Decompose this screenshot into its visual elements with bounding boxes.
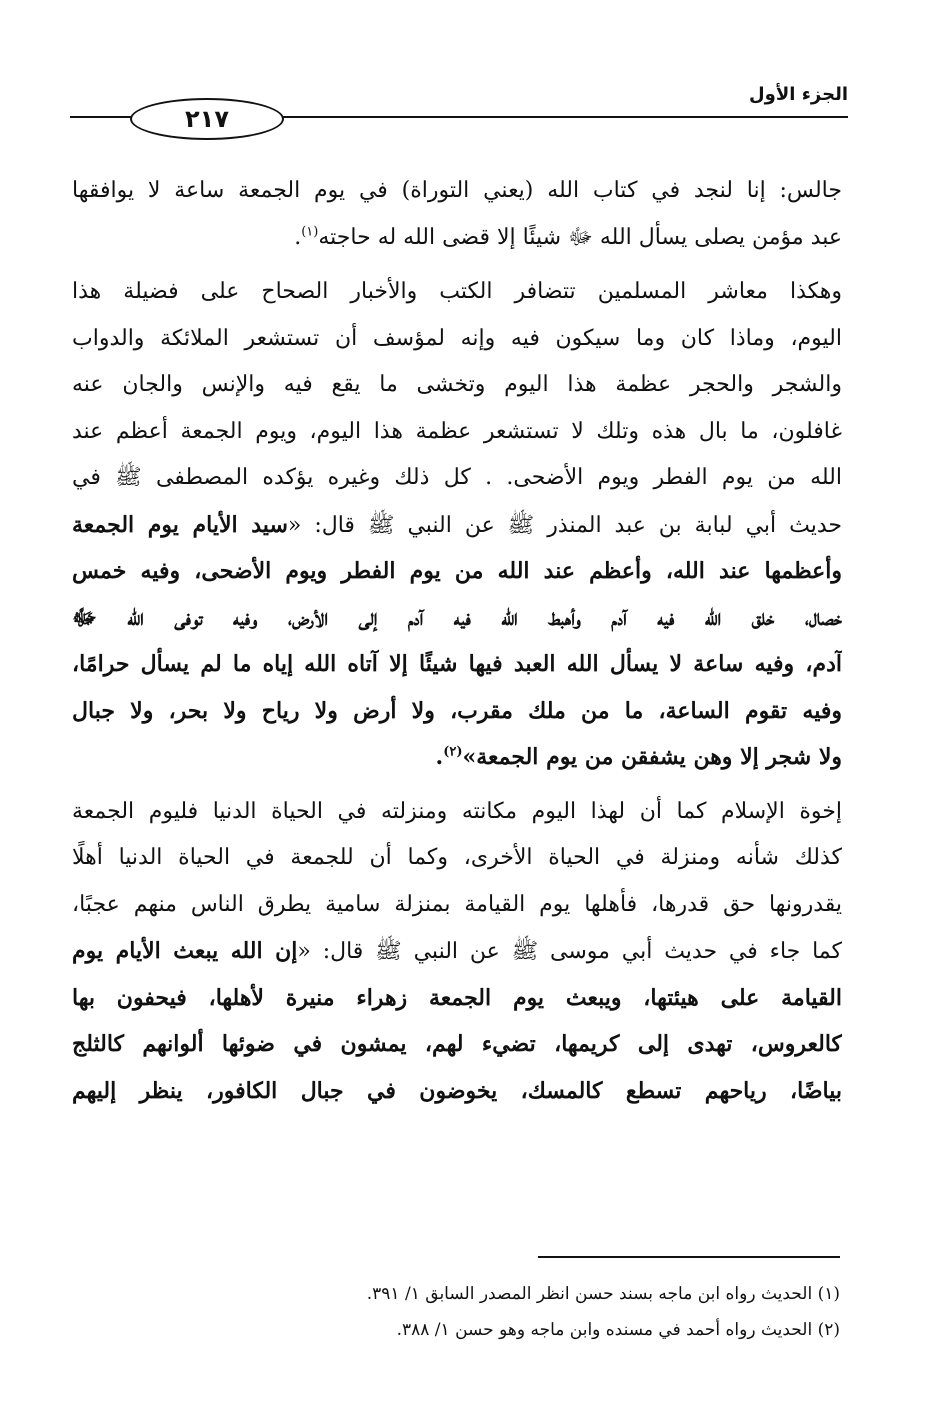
hadith-quote: سيد الأيام يوم الجمعة	[72, 511, 288, 538]
text-line: خصال، خلق الله فيه آدم وأهبط الله فيه آدم إلى الأرض، وفيه توفى الله ﷻ	[72, 604, 842, 631]
text-line: الله من يوم الفطر ويوم الأضحى. . كل ذلك وغيره يؤكده المصطفى ﷺ في	[72, 465, 842, 490]
text-line: كالعروس، تهدى إلى كريمها، تضيء لهم، يمشون في ضوئها ألوانهم كالثلج	[72, 1031, 842, 1057]
text-line: اليوم، وماذا كان وما سيكون فيه وإنه لمؤسف أن تستشعر الملائكة والدواب	[72, 325, 842, 351]
text-line: إخوة الإسلام كما أن لهذا اليوم مكانته ومنزلته في الحياة الدنيا فليوم الجمعة	[72, 798, 842, 824]
paragraph	[72, 269, 842, 781]
paragraph	[72, 168, 842, 261]
footnote-2: (٢) الحديث رواه أحمد في مسنده وابن ماجه وهو حسن ١/ ٣٨٨.	[396, 1320, 840, 1340]
page-header	[70, 82, 848, 142]
text-line: وأعظمها عند الله، وأعظم عند الله من يوم الفطر ويوم الأضحى، وفيه خمس	[72, 558, 842, 584]
hadith-quote: إن الله يبعث الأيام يوم	[72, 938, 298, 964]
page-number: ٢١٧	[130, 98, 284, 140]
footnotes	[200, 1276, 840, 1348]
text-line: كذلك شأنه ومنزلة في الحياة الأخرى، وكما أن للجمعة في الحياة الدنيا أهلًا	[72, 845, 842, 870]
text-line: حديث أبي لبابة بن عبد المنذر ﷺ عن النبي ﷺ قال: «سيد الأيام يوم الجمعة	[72, 511, 842, 538]
paragraph-gap	[72, 261, 842, 269]
footnote-separator	[538, 1256, 840, 1258]
footnote-ref: (٢)	[443, 744, 463, 760]
text-line: ولا شجر إلا وهن يشفقن من يوم الجمعة»$^{(٢)}$.	[435, 744, 842, 770]
text-line: جالس: إنا لنجد في كتاب الله (يعني التوراة) في يوم الجمعة ساعة لا يوافقها	[72, 178, 842, 203]
text-line: يقدرونها حق قدرها، فأهلها يوم القيامة بمنزلة سامية يطرق الناس منهم عجبًا،	[72, 891, 842, 917]
paragraph-gap	[72, 781, 842, 789]
footnote-1: (١) الحديث رواه ابن ماجه بسند حسن انظر المصدر السابق ١/ ٣٩١.	[366, 1284, 840, 1304]
text-line: وهكذا معاشر المسلمين تتضافر الكتب والأخبار الصحاح على فضيلة هذا	[72, 279, 842, 304]
text-line: والشجر والحجر عظمة هذا اليوم وتخشى ما يقع فيه والإنس والجان عنه	[72, 372, 842, 397]
text-line: وفيه تقوم الساعة، ما من ملك مقرب، ولا أرض ولا رياح ولا بحر، ولا جبال	[72, 697, 842, 724]
footnote-ref: (١)	[301, 224, 319, 240]
text-line: كما جاء في حديث أبي موسى ﷺ عن النبي ﷺ قال: «إن الله يبعث الأيام يوم	[72, 938, 842, 964]
text-line: بياضًا، رياحهم تسطع كالمسك، يخوضون في جبال الكافور، ينظر إليهم	[72, 1077, 842, 1104]
text-line: غافلون، ما بال هذه وتلك لا تستشعر عظمة هذا اليوم، ويوم الجمعة أعظم عند	[72, 418, 842, 444]
body-text	[72, 168, 842, 1114]
text-line: عبد مؤمن يصلى يسأل الله ﷻ شيئًا إلا قضى الله له حاجته$^{(١)}$.	[294, 224, 842, 250]
paragraph	[72, 789, 842, 1115]
text-line: القيامة على هيئتها، ويبعث يوم الجمعة زهراء منيرة لأهلها، فيحفون بها	[72, 984, 842, 1011]
text-line: آدم، وفيه ساعة لا يسأل الله العبد فيها شيئًا إلا آتاه الله إياه ما لم يسأل حرامًا،	[72, 651, 842, 677]
book-part-title: الجزء الأول	[749, 84, 848, 105]
